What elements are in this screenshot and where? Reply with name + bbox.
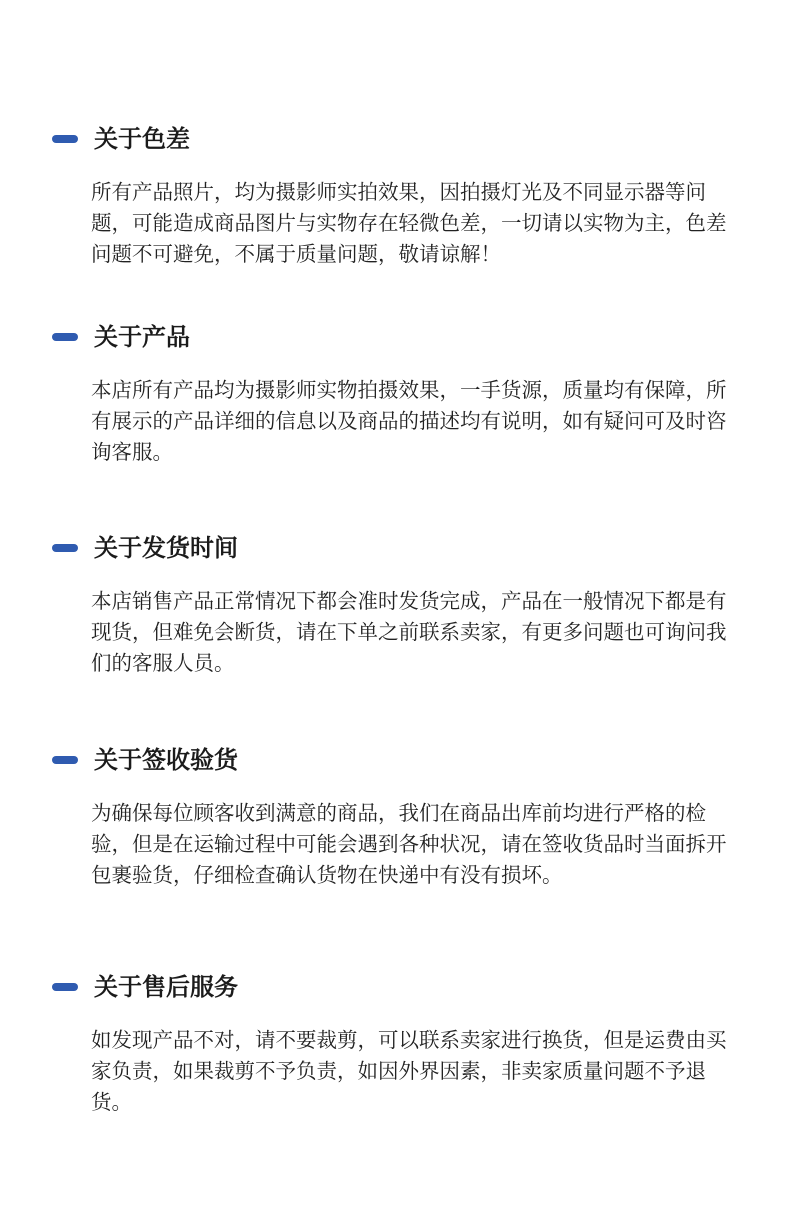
heading-dash-marker [52,135,78,143]
section-body: 所有产品照片，均为摄影师实拍效果，因拍摄灯光及不同显示器等问题，可能造成商品图片与实物存在轻微色差，一切请以实物为主，色差问题不可避免，不属于质量问题，敬请谅解！ [91,180,727,266]
section-body: 如发现产品不对，请不要裁剪，可以联系卖家进行换货，但是运费由买家负责，如果裁剪不予负责，如因外界因素，非卖家质量问题不予退货。 [91,1028,727,1114]
section-heading [0,120,790,160]
section-title: 关于售后服务 [94,973,238,1001]
section-heading [0,968,790,1008]
heading-dash-marker [52,333,78,341]
heading-dash-marker [52,756,78,764]
section-heading [0,318,790,358]
heading-dash-marker [52,983,78,991]
section-heading [0,529,790,569]
heading-dash-marker [52,544,78,552]
section-body: 为确保每位顾客收到满意的商品，我们在商品出库前均进行严格的检验，但是在运输过程中可能会遇到各种状况，请在签收货品时当面拆开包裹验货，仔细检查确认货物在快递中有没有损坏。 [91,801,727,887]
section-body: 本店所有产品均为摄影师实物拍摄效果，一手货源，质量均有保障，所有展示的产品详细的信息以及商品的描述均有说明，如有疑问可及时咨询客服。 [91,378,727,464]
section-title: 关于发货时间 [94,534,238,562]
section-heading [0,741,790,781]
section-title: 关于色差 [94,125,190,153]
section-title: 关于产品 [94,323,190,351]
section-body: 本店销售产品正常情况下都会准时发货完成，产品在一般情况下都是有现货，但难免会断货，请在下单之前联系卖家，有更多问题也可询问我们的客服人员。 [91,589,727,675]
section-title: 关于签收验货 [94,746,238,774]
